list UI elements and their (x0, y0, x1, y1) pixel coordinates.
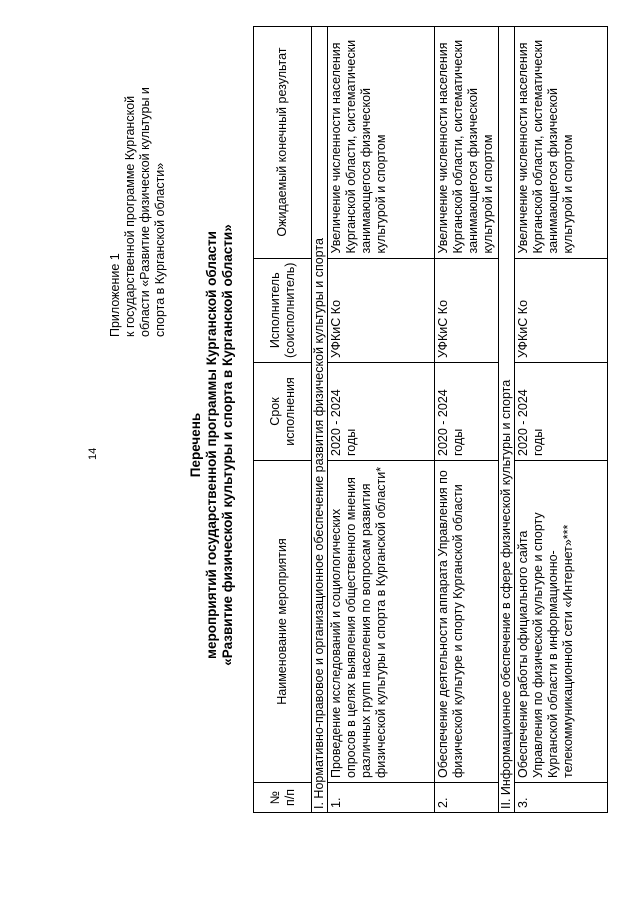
section-title: I. Нормативно-правовое и организационное обеспечение развития физической культуры и спорта (312, 26, 328, 812)
header-term: Срок исполнения (254, 363, 312, 461)
appendix-line: к государственной программе Курганской (123, 95, 137, 337)
document-title (188, 95, 236, 795)
header-result: Ожидаемый конечный результат (254, 26, 312, 258)
header-num: № п/п (254, 783, 312, 813)
section-title: II. Информационное обеспечение в сфере физической культуры и спорта (499, 26, 515, 812)
cell-executor: УФКиС Ко (435, 258, 499, 362)
header-name: Наименование мероприятия (254, 461, 312, 783)
appendix-line: Приложение 1 (108, 253, 122, 337)
header-executor: Исполнитель (соисполнитель) (254, 258, 312, 362)
cell-term: 2020 - 2024 годы (435, 363, 499, 461)
title-line: «Развитие физической культуры и спорта в Курганской области» (220, 224, 235, 666)
cell-term: 2020 - 2024 годы (328, 363, 435, 461)
cell-num: 2. (435, 783, 499, 813)
cell-term: 2020 - 2024 годы (515, 363, 608, 461)
cell-name: Проведение исследований и социологических опросов в целях выявления общественного мнения различных групп населения по вопросам развития физической культуры и спорта в Курганской области* (328, 461, 435, 783)
cell-name: Обеспечение работы официального сайта Управления по физической культуре и спорту Курганской области в информационно-телекоммуникационной сети «Интернет»*** (515, 461, 608, 783)
cell-executor: УФКиС Ко (328, 258, 435, 362)
measures-table (253, 26, 608, 813)
table-header-row (254, 26, 312, 812)
title-line: мероприятий государственной программы Курганской области (204, 231, 219, 659)
section-row (312, 26, 328, 812)
page-number: 14 (87, 447, 99, 460)
cell-num: 1. (328, 783, 435, 813)
appendix-note (108, 57, 168, 337)
appendix-line: спорта в Курганской области» (153, 162, 167, 337)
cell-result: Увеличение численности населения Курганской области, систематически занимающегося физической культурой и спортом (328, 26, 435, 258)
appendix-line: области «Развитие физической культуры и (138, 87, 152, 337)
title-line: Перечень (188, 412, 203, 478)
table-row (515, 26, 608, 812)
section-row (499, 26, 515, 812)
cell-result: Увеличение численности населения Курганской области, систематически занимающегося физической культурой и спортом (435, 26, 499, 258)
table-row (328, 26, 435, 812)
cell-result: Увеличение численности населения Курганской области, систематически занимающегося физической культурой и спортом (515, 26, 608, 258)
cell-name: Обеспечение деятельности аппарата Управления по физической культуре и спорту Курганской области (435, 461, 499, 783)
cell-num: 3. (515, 783, 608, 813)
table-row (435, 26, 499, 812)
cell-executor: УФКиС Ко (515, 258, 608, 362)
